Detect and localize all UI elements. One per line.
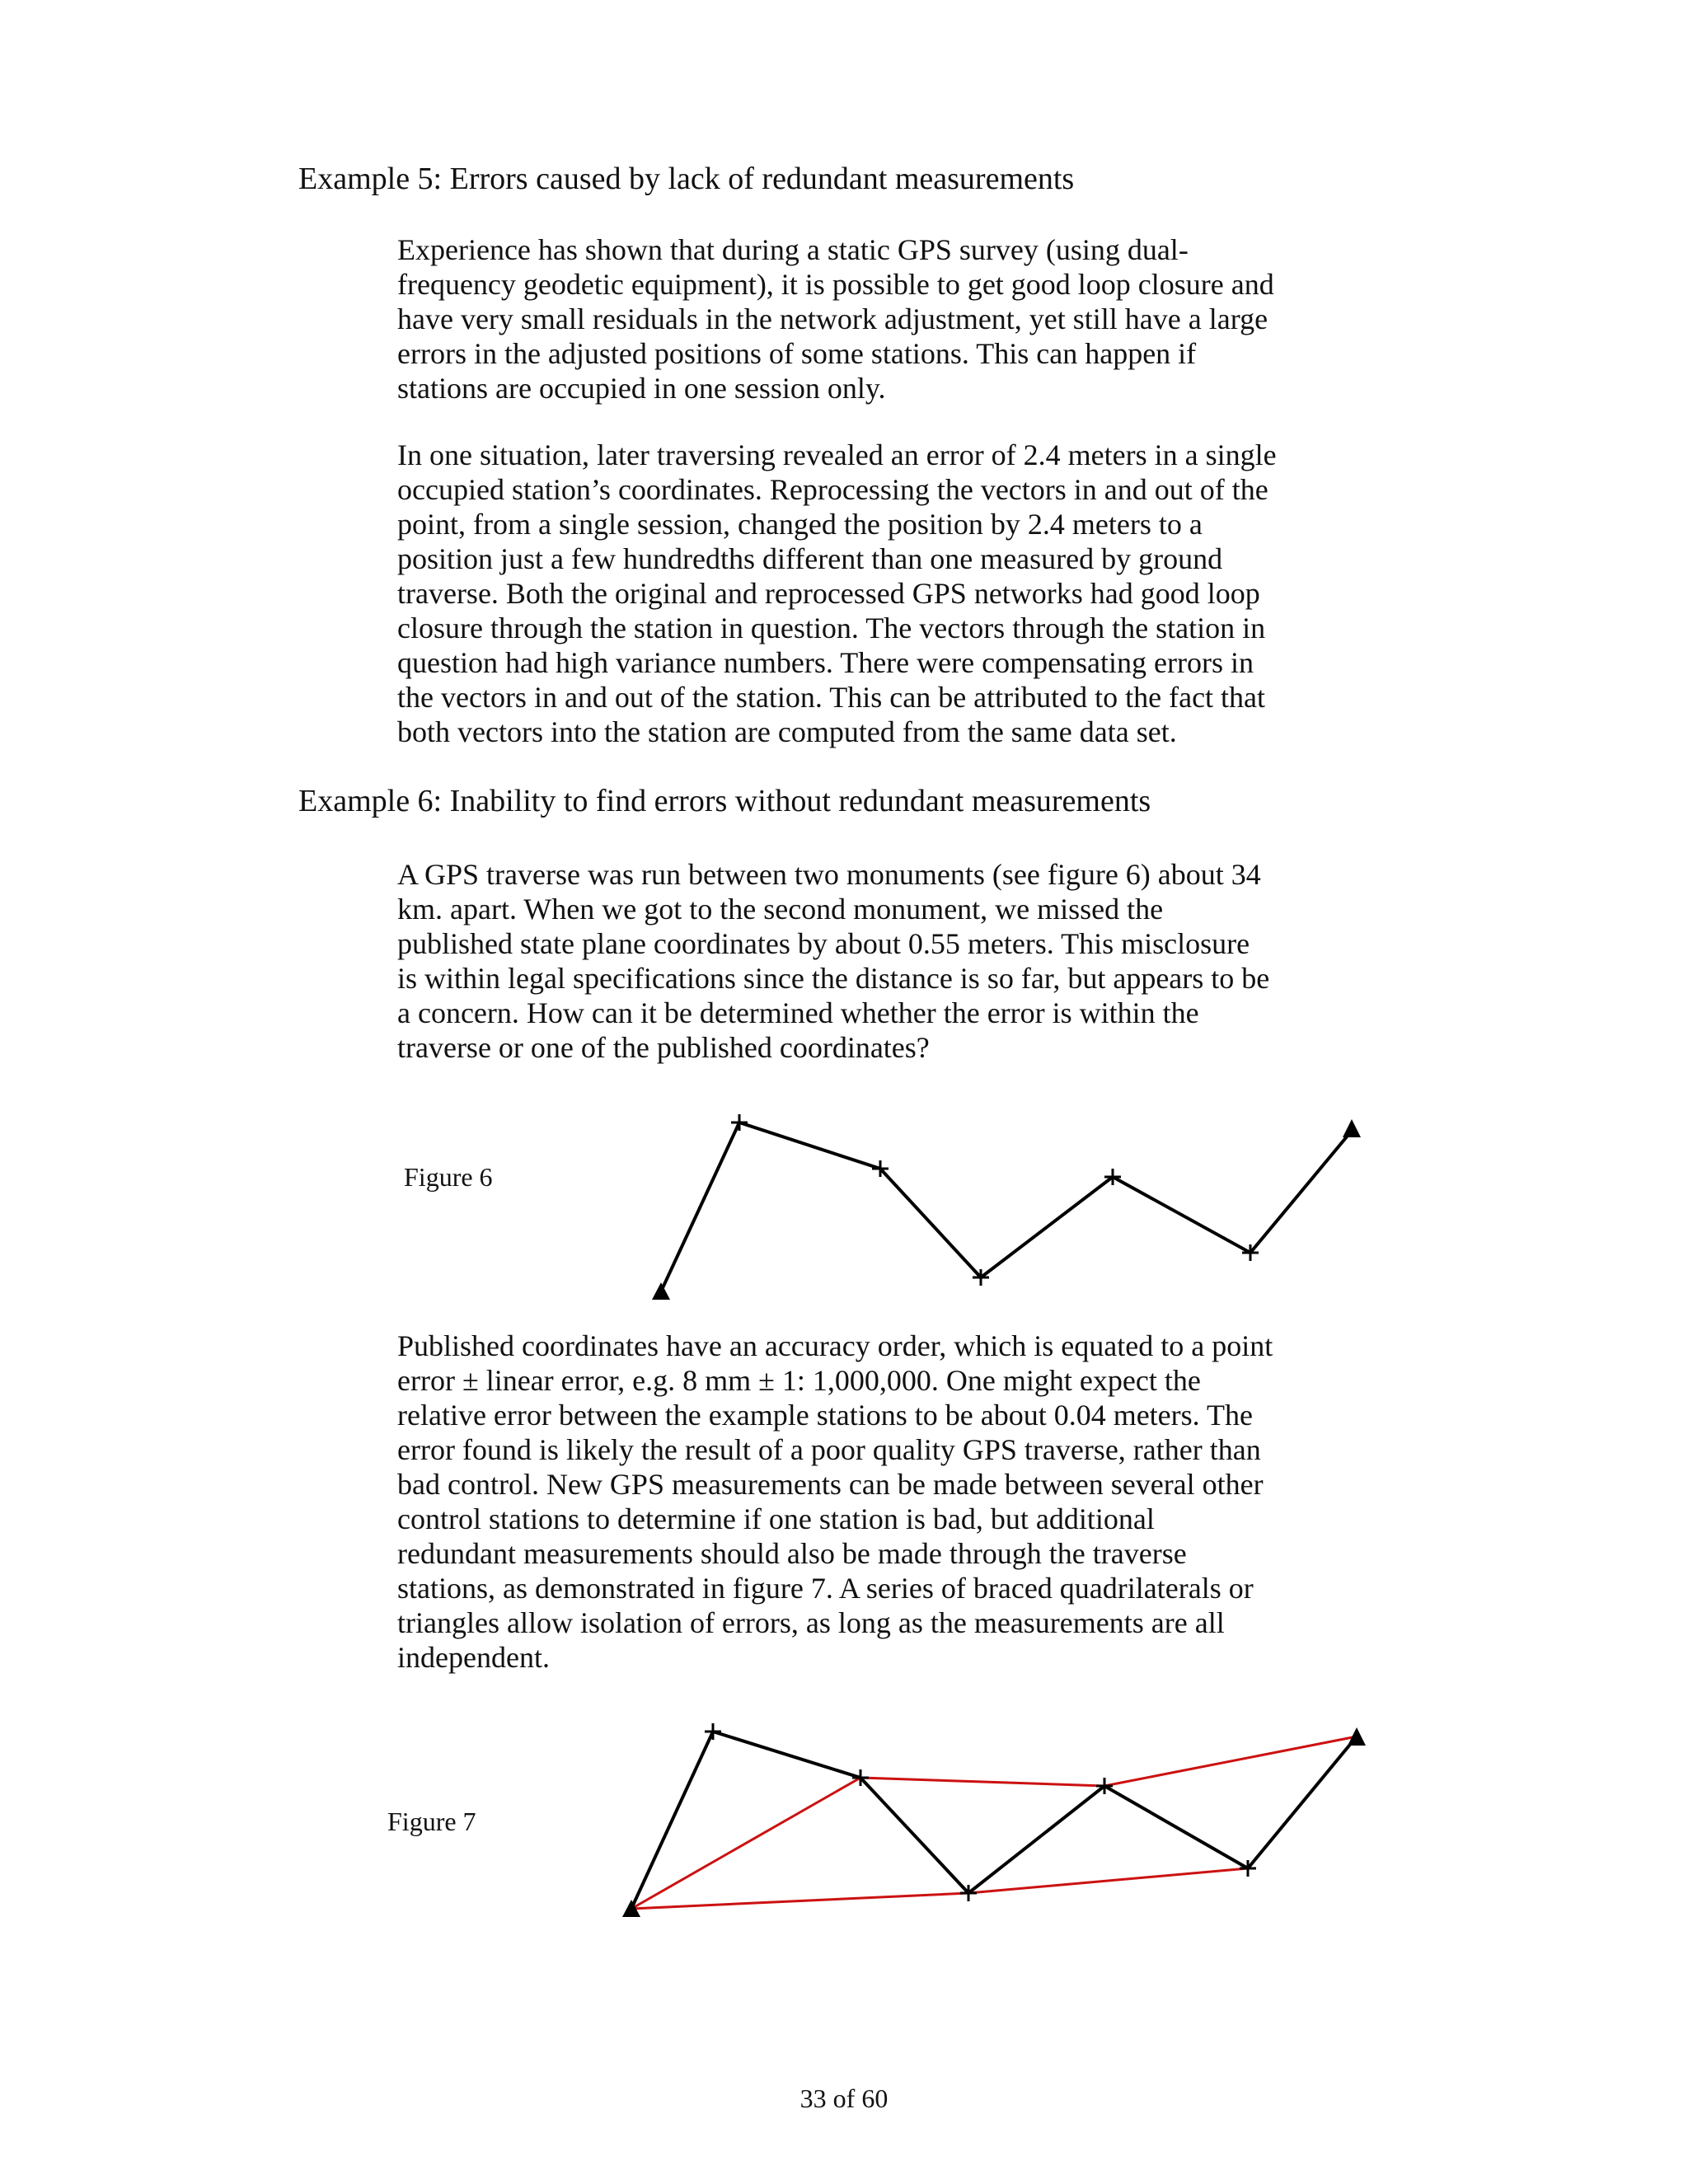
text-line: error ± linear error, e.g. 8 mm ± 1: 1,000,000. One might expect the — [397, 1364, 1201, 1397]
page-current: 33 — [799, 2083, 827, 2113]
example-6-paragraph-1 — [397, 857, 1269, 1065]
text-line: km. apart. When we got to the second monument, we missed the — [397, 893, 1164, 926]
text-line: position just a few hundredths different than one measured by ground — [397, 542, 1223, 575]
page-number — [0, 2083, 1688, 2113]
redundant-vector — [631, 1778, 860, 1909]
text-line: errors in the adjusted positions of some stations. This can happen if — [397, 337, 1197, 370]
redundant-vector — [1104, 1736, 1357, 1786]
redundant-vector — [860, 1778, 1104, 1786]
text-line: question had high variance numbers. There were compensating errors in — [397, 646, 1254, 679]
text-line: In one situation, later traversing revealed an error of 2.4 meters in a single — [397, 438, 1277, 471]
example-5-paragraph-2 — [397, 438, 1277, 749]
redundant-vector — [631, 1893, 968, 1909]
text-line: the vectors in and out of the station. This can be attributed to the fact that — [397, 681, 1266, 714]
page-of: of — [832, 2083, 856, 2113]
text-line: traverse or one of the published coordinates? — [397, 1031, 930, 1064]
text-line: is within legal specifications since the distance is so far, but appears to be — [397, 962, 1270, 995]
text-line: Published coordinates have an accuracy order, which is equated to a point — [397, 1329, 1273, 1362]
station-cross-icon — [705, 1723, 721, 1740]
text-line: stations, as demonstrated in figure 7. A series of braced quadrilaterals or — [397, 1572, 1254, 1605]
text-line: a concern. How can it be determined whether the error is within the — [397, 996, 1199, 1029]
text-line: both vectors into the station are computed from the same data set. — [397, 715, 1177, 748]
text-line: redundant measurements should also be made through the traverse — [397, 1537, 1187, 1570]
text-line: independent. — [397, 1641, 550, 1674]
text-line: stations are occupied in one session only. — [397, 372, 886, 405]
text-line: frequency geodetic equipment), it is possible to get good loop closure and — [397, 268, 1274, 301]
example-5-heading: Example 5: Errors caused by lack of redundant measurements — [298, 162, 1075, 196]
example-6-paragraph-2 — [397, 1329, 1273, 1675]
text-line: Experience has shown that during a static GPS survey (using dual- — [397, 233, 1189, 266]
example-5-paragraph-1 — [397, 232, 1274, 405]
figure-6-traverse-diagram — [0, 1096, 1688, 1310]
redundant-measurements — [631, 1736, 1357, 1909]
page-total: 60 — [861, 2083, 889, 2113]
station-cross-icon — [731, 1114, 748, 1131]
control-monument-start-icon — [652, 1282, 670, 1300]
text-line: A GPS traverse was run between two monuments (see figure 6) about 34 — [397, 858, 1261, 891]
text-line: traverse. Both the original and reprocessed GPS networks had good loop — [397, 577, 1260, 610]
text-line: occupied station’s coordinates. Reprocessing the vectors in and out of the — [397, 473, 1268, 506]
figure-7-label: Figure 7 — [387, 1807, 476, 1836]
example-6-heading: Example 6: Inability to find errors without redundant measurements — [298, 784, 1151, 818]
traverse-stations — [731, 1114, 1259, 1286]
text-line: point, from a single session, changed the position by 2.4 meters to a — [397, 508, 1203, 541]
redundant-vector — [968, 1868, 1248, 1893]
control-monument-end-icon — [1343, 1119, 1361, 1137]
text-line: have very small residuals in the network adjustment, yet still have a large — [397, 302, 1268, 335]
text-line: bad control. New GPS measurements can be made between several other — [397, 1468, 1264, 1501]
text-line: published state plane coordinates by about 0.55 meters. This misclosure — [397, 927, 1250, 960]
text-line: error found is likely the result of a poor quality GPS traverse, rather than — [397, 1433, 1261, 1466]
text-line: relative error between the example stations to be about 0.04 meters. The — [397, 1399, 1253, 1432]
traverse-line — [661, 1122, 1352, 1291]
text-line: control stations to determine if one station is bad, but additional — [397, 1502, 1155, 1535]
figure-7-braced-network-diagram — [0, 1706, 1688, 1929]
text-line: triangles allow isolation of errors, as long as the measurements are all — [397, 1606, 1225, 1639]
text-line: closure through the station in question. The vectors through the station in — [397, 612, 1266, 644]
figure-6-label: Figure 6 — [404, 1162, 493, 1192]
